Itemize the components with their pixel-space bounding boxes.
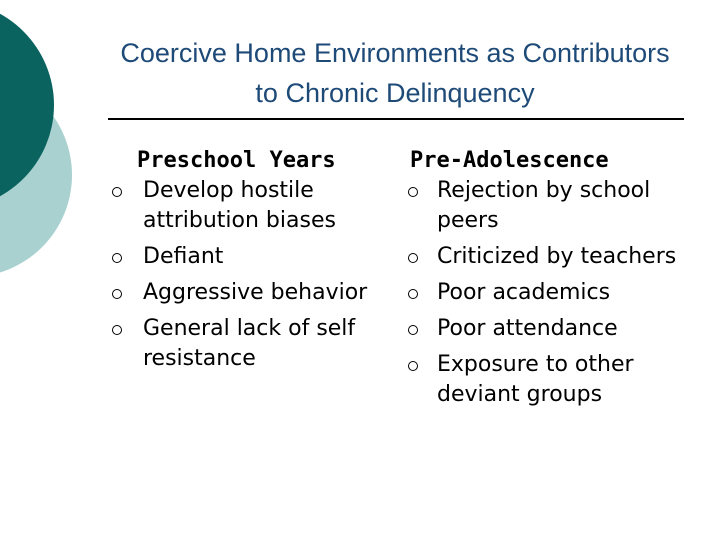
- right-bullet-list: [408, 176, 688, 410]
- list-item-text: Poor academics: [437, 280, 611, 305]
- list-item: [112, 314, 397, 374]
- right-column-heading: Pre-Adolescence: [410, 148, 609, 173]
- circle-bullet-icon: [408, 361, 418, 371]
- list-item: [408, 242, 688, 272]
- list-item-text: Poor attendance: [437, 316, 618, 341]
- list-item: [408, 314, 688, 344]
- list-item-text: Exposure to other deviant groups: [437, 352, 634, 407]
- circle-bullet-icon: [112, 289, 122, 299]
- list-item-text: General lack of self resistance: [143, 316, 356, 371]
- circle-bullet-icon: [408, 325, 418, 335]
- list-item: [408, 350, 688, 410]
- right-column: [408, 146, 688, 416]
- list-item: [112, 176, 397, 236]
- list-item-text: Rejection by school peers: [437, 178, 651, 233]
- list-item: [112, 242, 397, 272]
- list-item-text: Criticized by teachers: [437, 244, 677, 269]
- list-item-text: Develop hostile attribution biases: [143, 178, 336, 233]
- circle-bullet-icon: [112, 253, 122, 263]
- title-divider: [108, 118, 684, 120]
- circle-bullet-icon: [408, 289, 418, 299]
- list-item: [408, 278, 688, 308]
- left-bullet-list: [112, 176, 397, 374]
- list-item-text: Aggressive behavior: [143, 280, 368, 305]
- slide-title: Coercive Home Environments as Contributors to Chronic Delinquency: [120, 38, 670, 108]
- list-item-text: Defiant: [143, 244, 224, 269]
- circle-bullet-icon: [408, 253, 418, 263]
- decorative-circles: [0, 0, 120, 300]
- circle-bullet-icon: [112, 325, 122, 335]
- list-item: [408, 176, 688, 236]
- circle-bullet-icon: [112, 187, 122, 197]
- left-column: [112, 146, 397, 380]
- left-column-heading: Preschool Years: [137, 148, 336, 173]
- circle-bullet-icon: [408, 187, 418, 197]
- list-item: [112, 278, 397, 308]
